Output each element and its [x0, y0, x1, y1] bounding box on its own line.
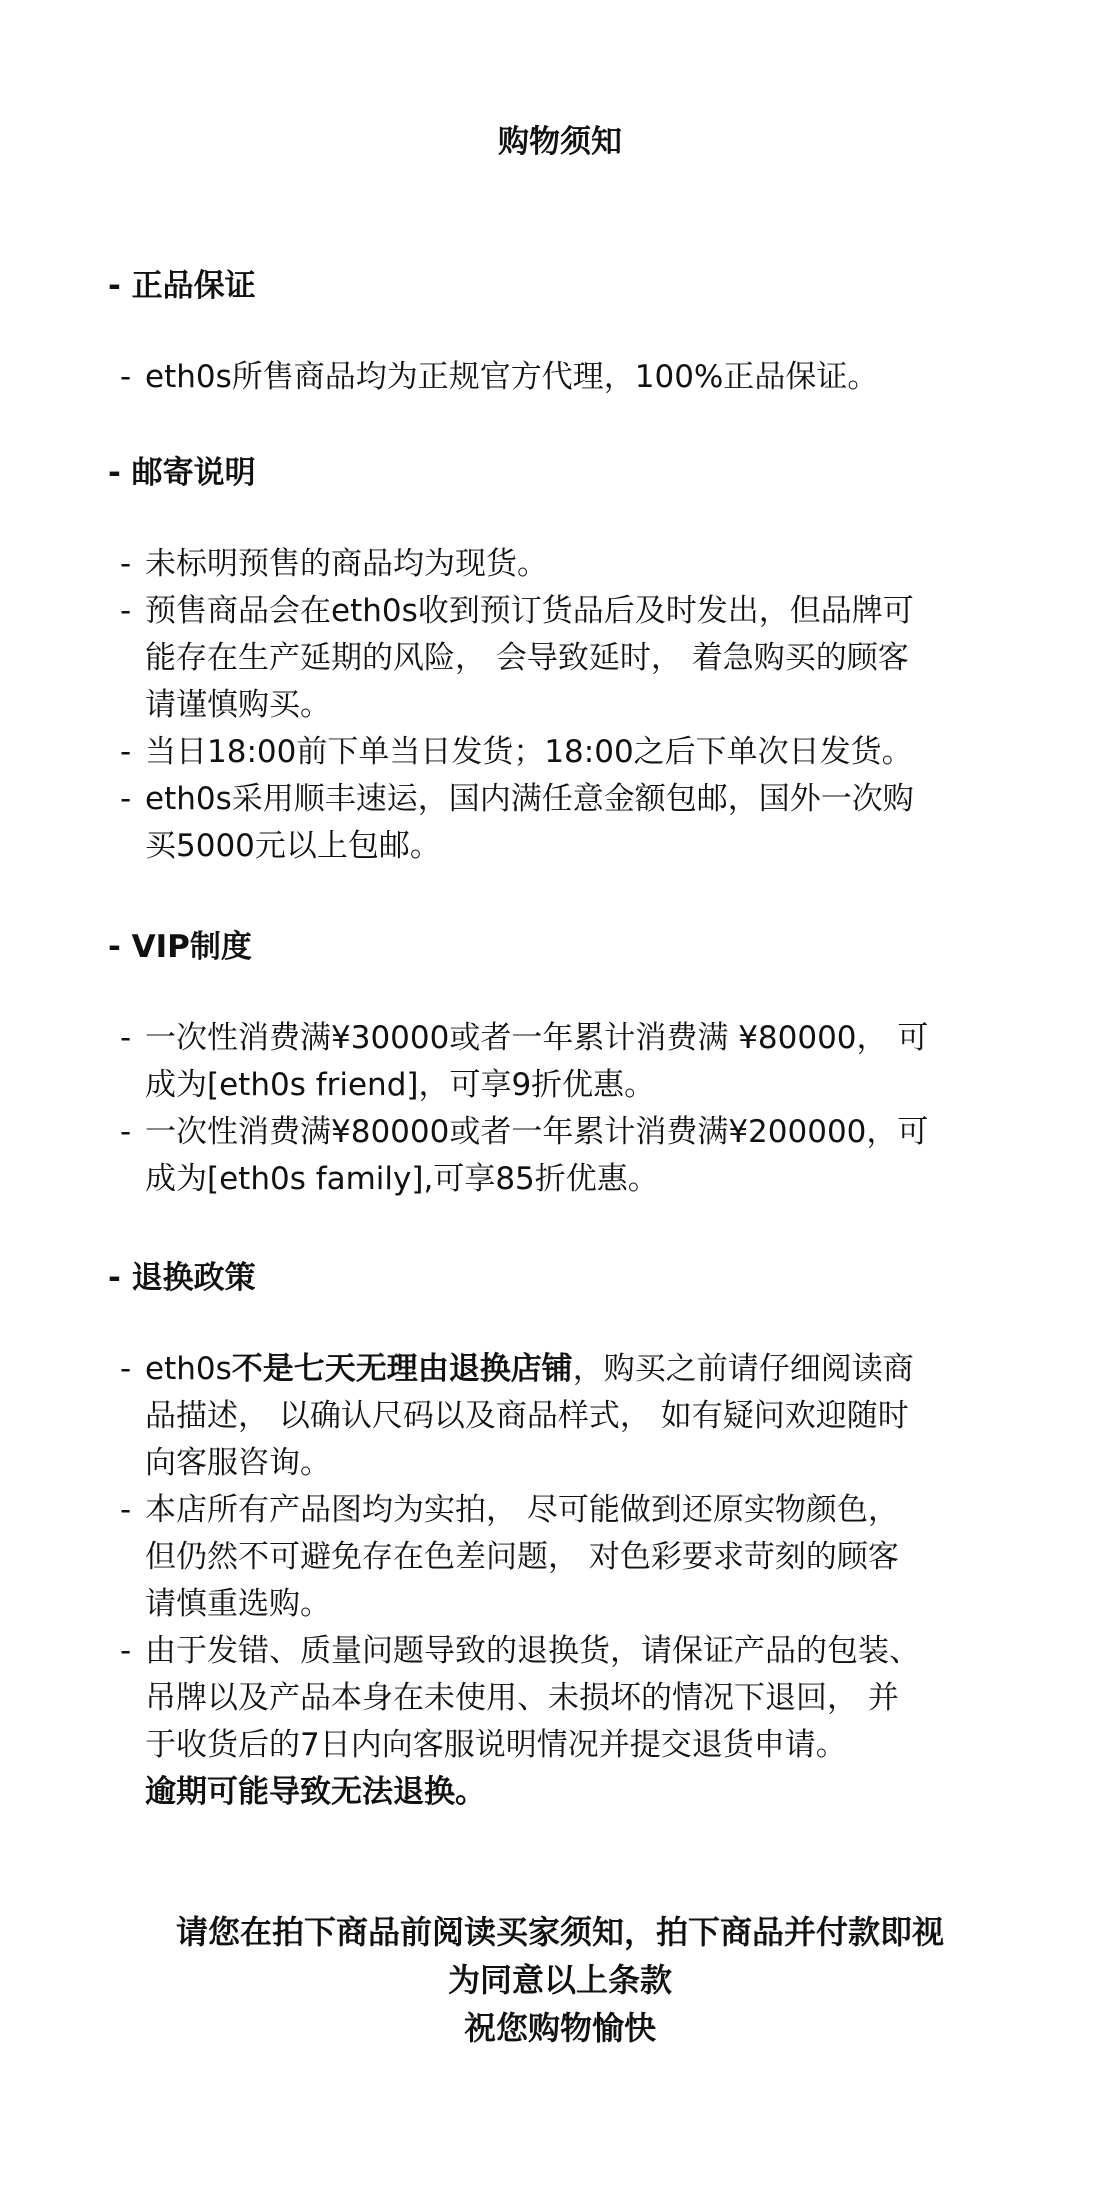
section-heading: - 退换政策	[108, 1260, 256, 1296]
item-line: 本店所有产品图均为实拍， 尽可能做到还原实物颜色，	[145, 1492, 899, 1528]
section-items	[108, 354, 1008, 401]
item-line-mixed	[145, 1346, 1008, 1393]
list-item	[120, 541, 1008, 588]
item-line: 当日18:00前下单当日发货；18:00之后下单次日发货。	[145, 734, 913, 770]
dash-marker: -	[120, 1492, 132, 1528]
dash-marker: -	[120, 1020, 132, 1056]
item-line: 向客服咨询。	[145, 1445, 331, 1481]
list-item	[120, 729, 1008, 776]
item-line: 一次性消费满¥30000或者一年累计消费满 ¥80000， 可	[145, 1020, 929, 1056]
section-authenticity	[108, 264, 1008, 401]
section-items	[108, 1346, 1008, 1816]
section-return-policy	[108, 1256, 1008, 1816]
item-text: eth0s	[145, 1351, 232, 1387]
section-heading: - VIP制度	[108, 929, 252, 965]
dash-marker: -	[120, 1114, 132, 1150]
list-item	[120, 1015, 1008, 1109]
section-vip	[108, 925, 1008, 1203]
dash-marker: -	[120, 734, 132, 770]
list-item	[120, 1487, 1008, 1628]
closing-statement	[0, 1908, 1120, 2052]
dash-marker: -	[120, 546, 132, 582]
item-line: 成为[eth0s family],可享85折优惠。	[145, 1161, 659, 1197]
page-title: 购物须知	[498, 124, 622, 160]
list-item	[120, 588, 1008, 729]
list-item	[120, 1628, 1008, 1816]
item-line: 吊牌以及产品本身在未使用、未损坏的情况下退回， 并	[145, 1680, 899, 1716]
item-line: 预售商品会在eth0s收到预订货品后及时发出，但品牌可	[145, 593, 914, 629]
overdue-warning: 逾期可能导致无法退换。	[145, 1774, 486, 1810]
item-line: 成为[eth0s friend]，可享9折优惠。	[145, 1067, 656, 1103]
section-heading: - 邮寄说明	[108, 455, 256, 491]
item-line: 由于发错、质量问题导致的退换货，请保证产品的包装、	[145, 1633, 920, 1669]
item-line: 能存在生产延期的风险， 会导致延时， 着急购买的顾客	[145, 640, 909, 676]
item-line: 但仍然不可避免存在色差问题， 对色彩要求苛刻的顾客	[145, 1539, 899, 1575]
item-line: 买5000元以上包邮。	[145, 828, 441, 864]
item-line: 品描述， 以确认尺码以及商品样式， 如有疑问欢迎随时	[145, 1398, 909, 1434]
item-line: 未标明预售的商品均为现货。	[145, 546, 548, 582]
item-line: 请慎重选购。	[145, 1586, 331, 1622]
dash-marker: -	[120, 781, 132, 817]
item-line: 于收货后的7日内向客服说明情况并提交退货申请。	[145, 1727, 847, 1763]
item-text: ，购买之前请仔细阅读商	[572, 1351, 914, 1387]
list-item	[120, 1109, 1008, 1203]
section-items	[108, 1015, 1008, 1203]
dash-marker: -	[120, 359, 132, 395]
list-item	[120, 776, 1008, 870]
list-item	[120, 354, 1008, 401]
list-item	[120, 1346, 1008, 1487]
section-items	[108, 541, 1008, 870]
dash-marker: -	[120, 1633, 132, 1669]
closing-line: 祝您购物愉快	[463, 2009, 656, 2047]
item-line: eth0s所售商品均为正规官方代理，100%正品保证。	[145, 359, 879, 395]
item-line: eth0s采用顺丰速运，国内满任意金额包邮，国外一次购	[145, 781, 914, 817]
dash-marker: -	[120, 1351, 132, 1387]
section-shipping	[108, 451, 1008, 870]
section-heading: - 正品保证	[108, 268, 256, 304]
item-line: 一次性消费满¥80000或者一年累计消费满¥200000，可	[145, 1114, 929, 1150]
dash-marker: -	[120, 593, 132, 629]
item-line: 请谨慎购买。	[145, 687, 331, 723]
item-emphasis: 不是七天无理由退换店铺	[231, 1351, 573, 1387]
closing-line: 请您在拍下商品前阅读买家须知，拍下商品并付款即视	[175, 1913, 944, 1951]
closing-line: 为同意以上条款	[447, 1961, 672, 1999]
